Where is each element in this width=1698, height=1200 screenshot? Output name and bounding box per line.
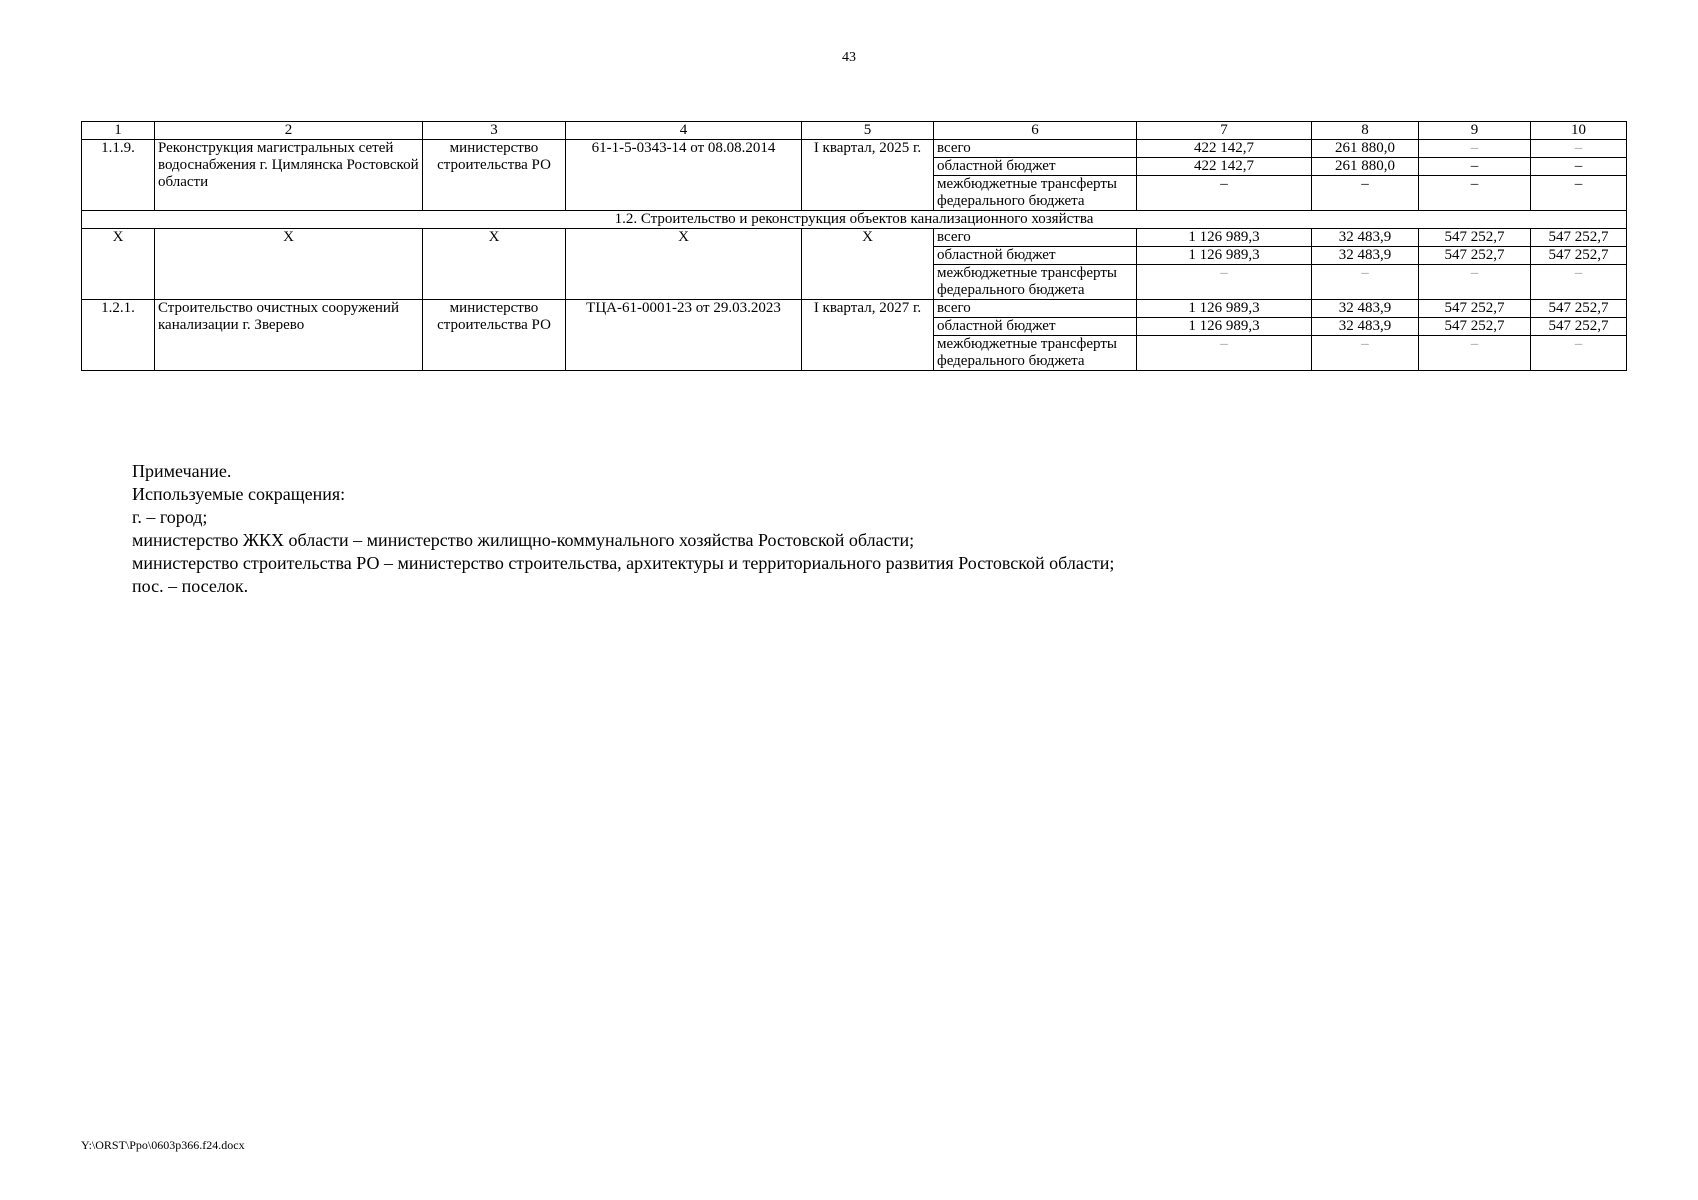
ministry: министерство строительства РО — [423, 300, 566, 371]
row-number: 1.1.9. — [82, 140, 155, 211]
file-path-footer: Y:\ORST\Ppo\0603p366.f24.docx — [81, 1138, 245, 1152]
value-col9: – — [1419, 265, 1531, 300]
notes-subheading: Используемые сокращения: — [132, 484, 346, 504]
value-col7: 1 126 989,3 — [1137, 300, 1312, 318]
abbreviation-item: министерство строительства РО – министерство строительства, архитектуры и территориального развития Ростовской области; — [132, 553, 1115, 573]
value-col7: 1 126 989,3 — [1137, 318, 1312, 336]
value-col8: – — [1312, 265, 1419, 300]
object-name: Реконструкция магистральных сетей водоснабжения г. Цимлянска Ростовской области — [155, 140, 423, 211]
value-col8: 261 880,0 — [1312, 140, 1419, 158]
header-cell: 6 — [934, 122, 1137, 140]
funding-label: всего — [934, 140, 1137, 158]
ministry: Х — [423, 229, 566, 300]
object-name: Х — [155, 229, 423, 300]
notes-block — [132, 460, 1114, 598]
value-col8: 32 483,9 — [1312, 229, 1419, 247]
funding-label: областной бюджет — [934, 158, 1137, 176]
abbreviation-item: министерство ЖКХ области – министерство жилищно-коммунального хозяйства Ростовской области; — [132, 530, 915, 550]
header-cell: 7 — [1137, 122, 1312, 140]
value-col9: 547 252,7 — [1419, 318, 1531, 336]
value-col9: – — [1419, 176, 1531, 211]
table-row — [82, 229, 1627, 247]
value-col9: 547 252,7 — [1419, 300, 1531, 318]
row-number: 1.2.1. — [82, 300, 155, 371]
value-col9: – — [1419, 140, 1531, 158]
value-col10: – — [1531, 158, 1627, 176]
table-header-row — [82, 122, 1627, 140]
value-col10: – — [1531, 176, 1627, 211]
value-col10: 547 252,7 — [1531, 247, 1627, 265]
funding-label: областной бюджет — [934, 247, 1137, 265]
header-cell: 3 — [423, 122, 566, 140]
value-col7: – — [1137, 265, 1312, 300]
value-col9: 547 252,7 — [1419, 247, 1531, 265]
value-col7: – — [1137, 336, 1312, 371]
value-col7: 422 142,7 — [1137, 158, 1312, 176]
table-row — [82, 300, 1627, 318]
value-col10: 547 252,7 — [1531, 300, 1627, 318]
section-title: 1.2. Строительство и реконструкция объектов канализационного хозяйства — [82, 211, 1627, 229]
header-cell: 8 — [1312, 122, 1419, 140]
object-name: Строительство очистных сооружений канализации г. Зверево — [155, 300, 423, 371]
section-row — [82, 211, 1627, 229]
value-col9: 547 252,7 — [1419, 229, 1531, 247]
value-col7: 422 142,7 — [1137, 140, 1312, 158]
value-col8: 261 880,0 — [1312, 158, 1419, 176]
term: I квартал, 2027 г. — [802, 300, 934, 371]
value-col10: – — [1531, 336, 1627, 371]
header-cell: 10 — [1531, 122, 1627, 140]
funding-label: всего — [934, 300, 1137, 318]
value-col10: 547 252,7 — [1531, 229, 1627, 247]
funding-label: областной бюджет — [934, 318, 1137, 336]
term: I квартал, 2025 г. — [802, 140, 934, 211]
term: Х — [802, 229, 934, 300]
financing-table — [81, 121, 1627, 371]
value-col8: 32 483,9 — [1312, 247, 1419, 265]
table-row — [82, 140, 1627, 158]
value-col8: 32 483,9 — [1312, 318, 1419, 336]
value-col10: – — [1531, 265, 1627, 300]
value-col10: – — [1531, 140, 1627, 158]
header-cell: 5 — [802, 122, 934, 140]
ministry: министерство строительства РО — [423, 140, 566, 211]
value-col9: – — [1419, 158, 1531, 176]
document-ref: 61-1-5-0343-14 от 08.08.2014 — [566, 140, 802, 211]
notes-heading: Примечание. — [132, 461, 232, 481]
document-ref: ТЦА-61-0001-23 от 29.03.2023 — [566, 300, 802, 371]
value-col9: – — [1419, 336, 1531, 371]
value-col7: – — [1137, 176, 1312, 211]
value-col8: 32 483,9 — [1312, 300, 1419, 318]
page-number: 43 — [842, 50, 856, 65]
header-cell: 4 — [566, 122, 802, 140]
header-cell: 1 — [82, 122, 155, 140]
header-cell: 9 — [1419, 122, 1531, 140]
value-col8: – — [1312, 176, 1419, 211]
value-col8: – — [1312, 336, 1419, 371]
funding-label: межбюджетные трансферты федерального бюджета — [934, 176, 1137, 211]
document-ref: Х — [566, 229, 802, 300]
value-col7: 1 126 989,3 — [1137, 247, 1312, 265]
abbreviation-item: г. – город; — [132, 507, 208, 527]
funding-label: межбюджетные трансферты федерального бюджета — [934, 336, 1137, 371]
funding-label: межбюджетные трансферты федерального бюджета — [934, 265, 1137, 300]
abbreviation-item: пос. – поселок. — [132, 576, 249, 596]
row-number: Х — [82, 229, 155, 300]
value-col7: 1 126 989,3 — [1137, 229, 1312, 247]
header-cell: 2 — [155, 122, 423, 140]
funding-label: всего — [934, 229, 1137, 247]
value-col10: 547 252,7 — [1531, 318, 1627, 336]
